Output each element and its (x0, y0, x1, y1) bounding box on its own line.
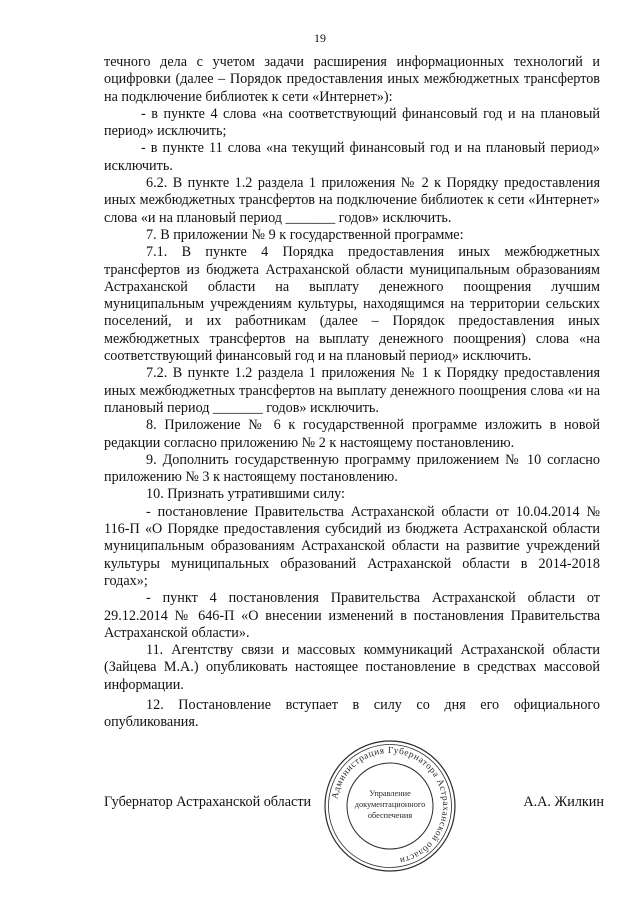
paragraph: - пункт 4 постановления Правительства Астраханской области от 29.12.2014 № 646-П «О внесении изменений в постановления Правительства Астраханской области». (104, 590, 600, 641)
paragraph: - постановление Правительства Астраханской области от 10.04.2014 № 116-П «О Порядке предоставления субсидий из бюджета Астраханской области муниципальным образованиям Астраханской области на развитие учреждений культуры муниципальных образований Астраханской области в 2014-2018 годах»; (104, 503, 600, 589)
paragraph: 7.1. В пункте 4 Порядка предоставления иных межбюджетных трансфертов из бюджета Астраханской области муниципальным образованиям Астраханской области на выплату денежного поощрения лучшим муниципальным учреждениям культуры, находящимся на территории сельских поселений, и их работникам (далее – Порядок предоставления иных межбюджетных трансфертов на выплату денежного поощрения) слова «на соответствующий финансовый год и на плановый период» исключить. (104, 244, 600, 365)
paragraph: 9. Дополнить государственную программу приложением № 10 согласно приложению № 3 к настоящему постановлению. (104, 451, 600, 486)
page-number: 19 (314, 31, 326, 45)
paragraph: 7. В приложении № 9 к государственной программе: (146, 226, 464, 243)
stamp-center-line: документационного (354, 800, 426, 809)
paragraph: 10. Признать утратившими силу: (146, 486, 345, 503)
paragraph: 6.2. В пункте 1.2 раздела 1 приложения № 2 к Порядку предоставления иных межбюджетных трансфертов на подключение библиотек к сети «Интернет» слова «и на плановый период _______ годов» исключить. (104, 175, 600, 226)
document-body (104, 54, 600, 732)
stamp-center-line: обеспечения (367, 811, 413, 820)
paragraph: - в пункте 4 слова «на соответствующий финансовый год и на плановый период» исключить; (104, 105, 600, 140)
paragraph: 7.2. В пункте 1.2 раздела 1 приложения № 1 к Порядку предоставления иных межбюджетных трансфертов на выплату денежного поощрения слова «и на плановый период _______ годов» исключить. (104, 365, 600, 416)
paragraph: течного дела с учетом задачи расширения информационных технологий и оцифровки (далее – Порядок предоставления иных межбюджетных трансфертов на подключение библиотек к сети «Интернет»): (104, 54, 600, 105)
stamp-ring-text: Администрация Губернатора Астраханской области (330, 745, 451, 866)
stamp-center-line: Управление (369, 789, 411, 798)
official-stamp (322, 738, 458, 874)
paragraph: - в пункте 11 слова «на текущий финансовый год и на плановый период» исключить. (104, 140, 600, 174)
signatory-name: А.А. Жилкин (523, 794, 604, 810)
paragraph: 8. Приложение № 6 к государственной программе изложить в новой редакции согласно приложению № 2 к настоящему постановлению. (104, 417, 600, 451)
paragraph: 12. Постановление вступает в силу со дня его официального опубликования. (104, 696, 600, 731)
signatory-role: Губернатор Астраханской области (104, 794, 312, 810)
paragraph: 11. Агентству связи и массовых коммуникаций Астраханской области (Зайцева М.А.) опубликовать настоящее постановление в средствах массовой информации. (104, 642, 600, 693)
